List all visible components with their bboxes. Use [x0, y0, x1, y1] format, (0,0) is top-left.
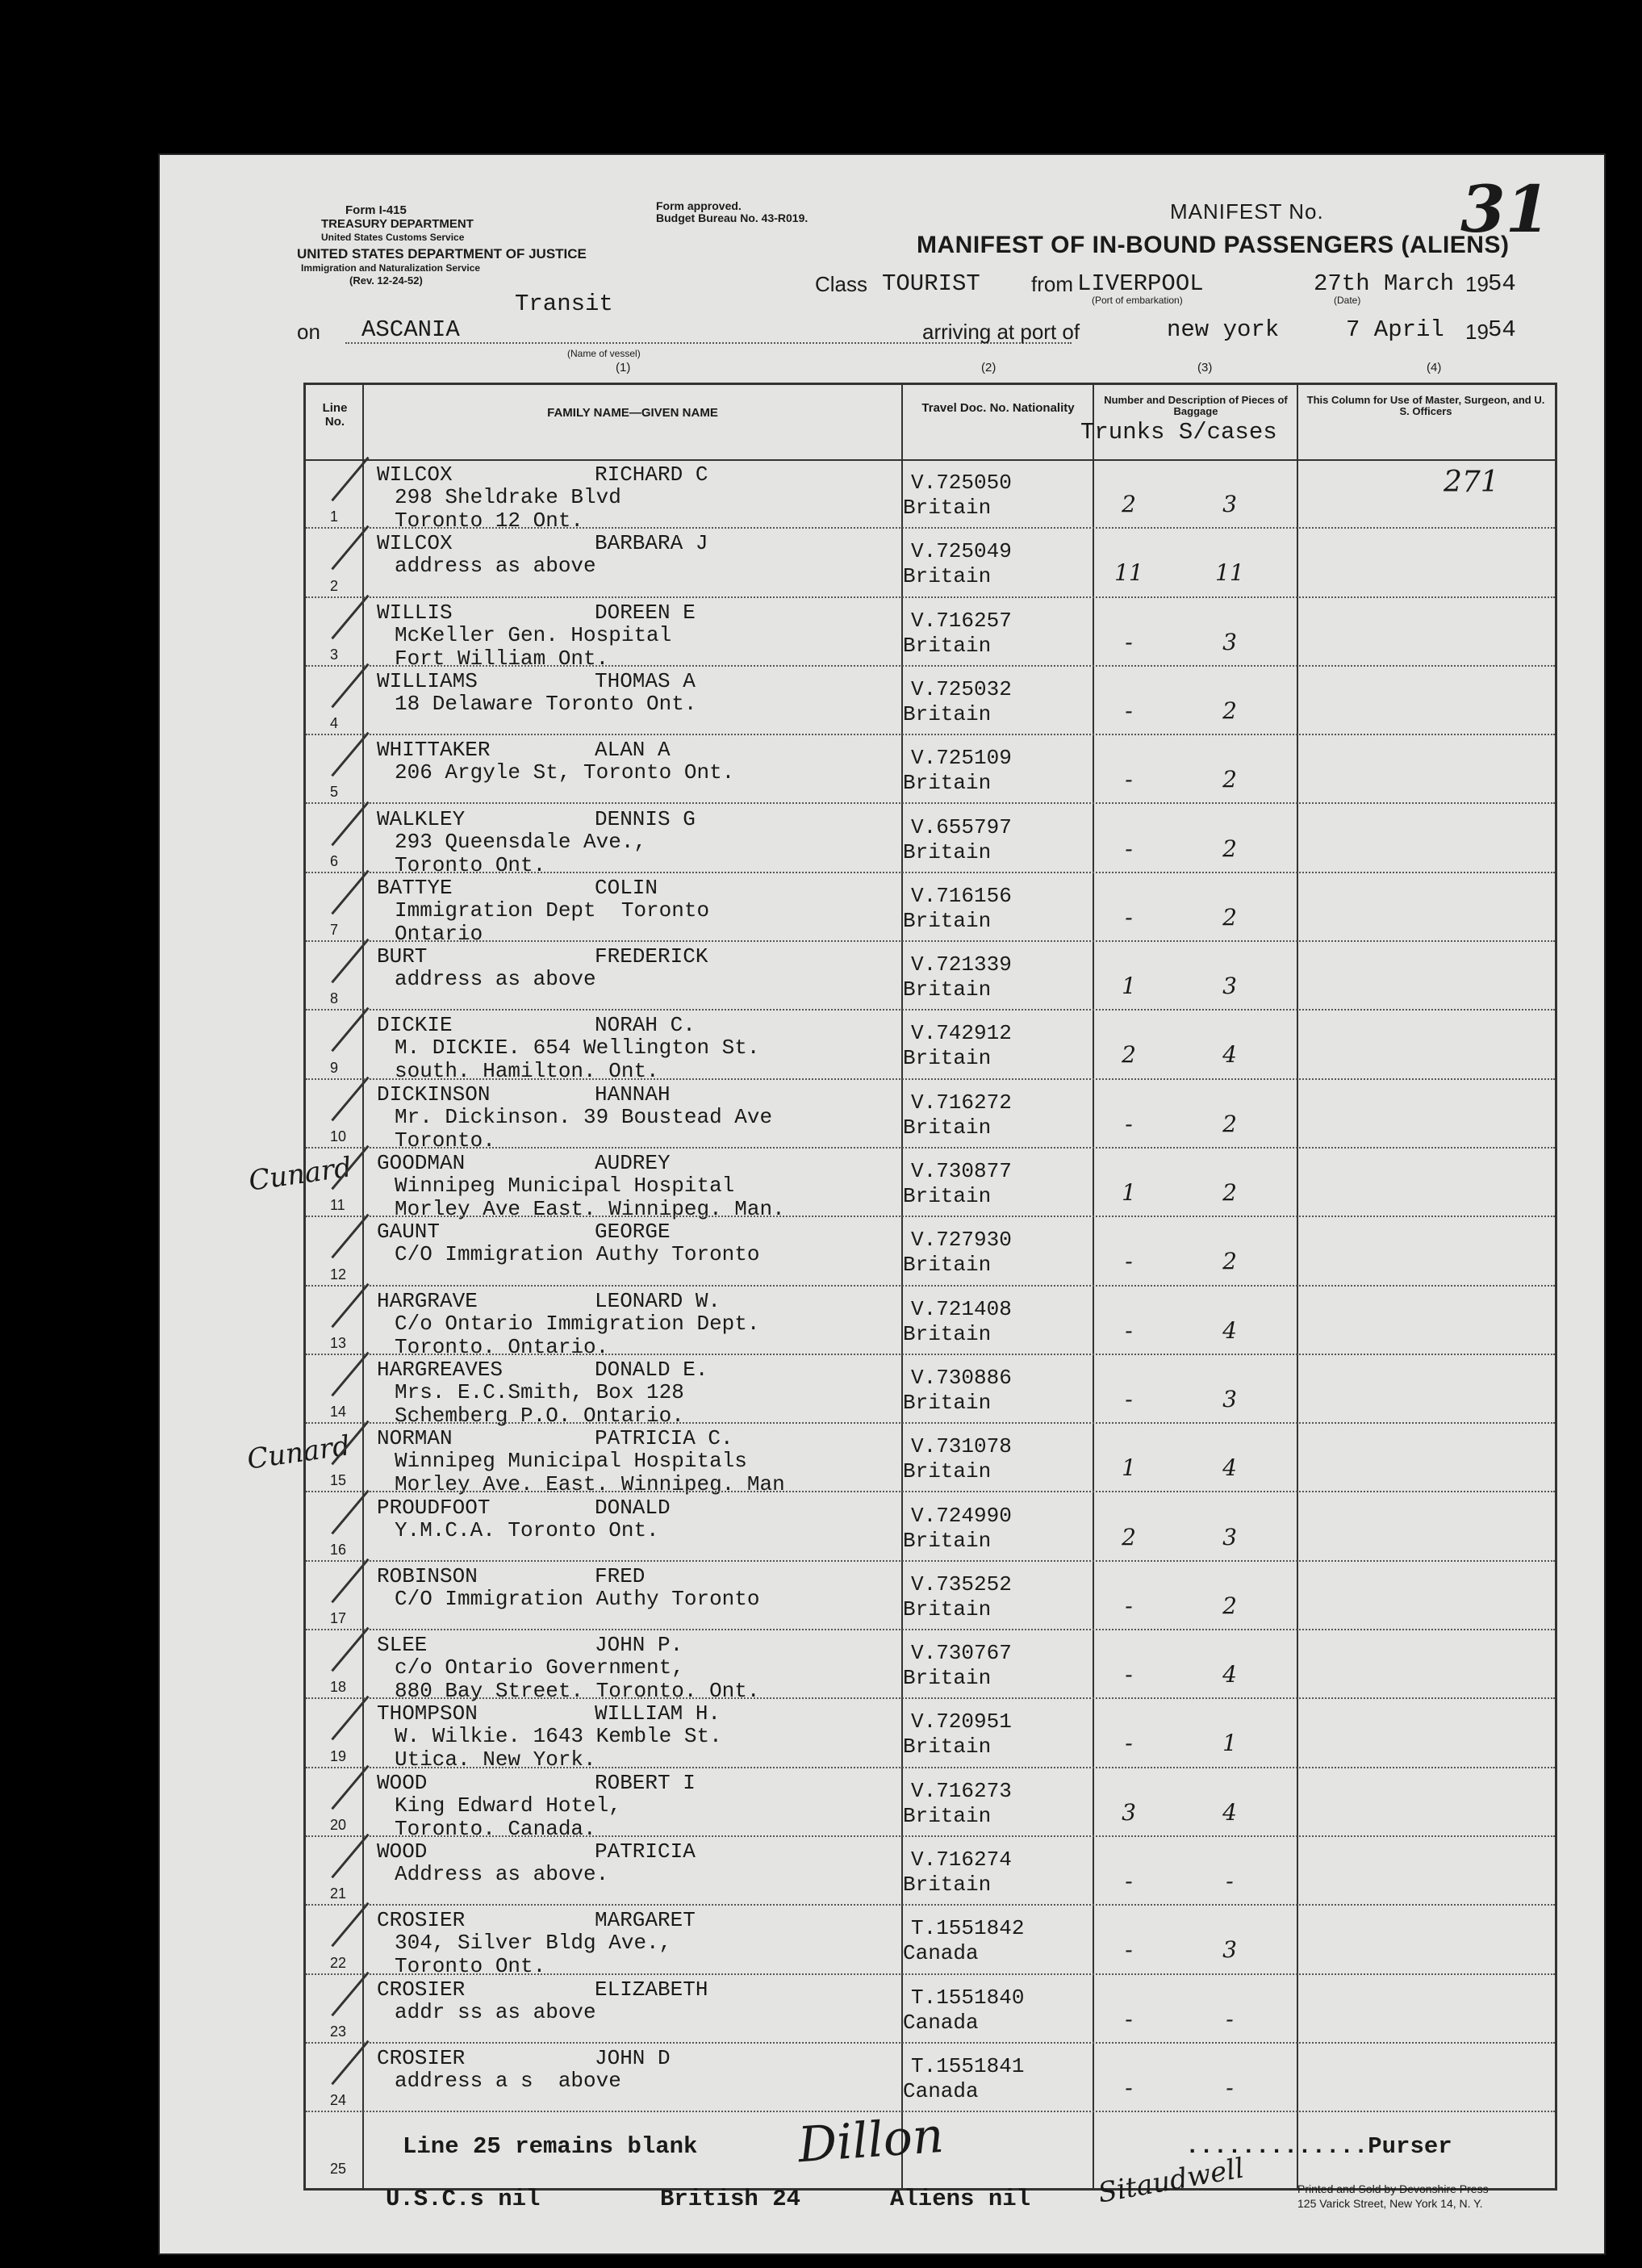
trunks-count: 1 [1122, 1179, 1136, 1206]
check-mark [331, 1696, 369, 1741]
travel-doc-no: V.725032 [911, 676, 1012, 701]
class-value: TOURIST [882, 270, 980, 297]
check-mark [331, 801, 369, 846]
on-label: on [297, 320, 320, 344]
trunks-count: - [1125, 2005, 1133, 2032]
travel-doc-no: V.735252 [911, 1571, 1012, 1596]
address: Mrs. E.C.Smith, Box 128 Schemberg P.O. Ontario. [395, 1379, 684, 1428]
header-name: FAMILY NAME—GIVEN NAME [547, 406, 718, 420]
check-mark [331, 2040, 369, 2086]
nationality: Britain [903, 1321, 992, 1346]
year-value: 54 [1488, 270, 1516, 297]
travel-doc-no: V.727930 [911, 1228, 1012, 1253]
line-number: 12 [330, 1266, 347, 1283]
nationality: Britain [903, 908, 992, 933]
embarkation-port: LIVERPOOL [1077, 270, 1204, 297]
line-number: 1 [330, 508, 339, 525]
travel-doc-no: V.725050 [911, 471, 1012, 495]
cases-count: 2 [1222, 1179, 1237, 1206]
line-number: 11 [330, 1197, 345, 1214]
form-approved: Form approved. [656, 199, 742, 212]
table-row [306, 1424, 1555, 1497]
nationality: Britain [903, 839, 992, 864]
family-name: SLEE [377, 1633, 428, 1658]
trunks-count: - [1125, 1661, 1133, 1688]
col4-marker: (4) [1427, 361, 1442, 375]
address: address as above [395, 554, 596, 579]
given-name: DOREEN E [595, 600, 696, 625]
address: 18 Delaware Toronto Ont. [395, 691, 697, 716]
travel-doc-no: V.731078 [911, 1434, 1012, 1459]
address: 206 Argyle St, Toronto Ont. [395, 760, 735, 785]
family-name: NORMAN [377, 1426, 453, 1451]
cases-count: 2 [1222, 835, 1237, 862]
family-name: WOOD [377, 1770, 428, 1795]
check-mark [331, 1283, 369, 1328]
table-row [306, 1355, 1555, 1428]
family-name: ROBINSON [377, 1563, 478, 1588]
travel-doc-no: V.716257 [911, 608, 1012, 633]
travel-doc-no: T.1551841 [911, 2053, 1025, 2078]
check-mark [331, 1214, 369, 1259]
line-number: 7 [330, 922, 339, 939]
nationality: Britain [903, 1115, 992, 1140]
header-travel-doc: Travel Doc. No. Nationality [921, 401, 1075, 415]
line-number: 25 [330, 2161, 347, 2178]
travel-doc-no: V.730886 [911, 1365, 1012, 1390]
check-mark [331, 1489, 369, 1534]
cases-count: 4 [1222, 1798, 1237, 1826]
given-name: JOHN P. [595, 1633, 683, 1658]
table-row [306, 805, 1555, 877]
address: c/o Ontario Government, 880 Bay Street. Toronto. Ont. [395, 1655, 760, 1704]
trunks-count: - [1125, 697, 1133, 724]
trunks-count: - [1125, 1868, 1133, 1894]
trunks-count: - [1125, 1110, 1133, 1137]
family-name: GOODMAN [377, 1151, 466, 1175]
given-name: WILLIAM H. [595, 1701, 721, 1726]
nationality: Britain [903, 701, 992, 726]
trunks-count: - [1125, 1592, 1133, 1619]
arrival-year: 54 [1488, 316, 1516, 343]
nationality: Britain [903, 977, 992, 1002]
table-row [306, 1699, 1555, 1772]
nationality: Britain [903, 633, 992, 658]
family-name: HARGREAVES [377, 1357, 503, 1382]
given-name: DONALD [595, 1495, 671, 1520]
trunks-count: - [1125, 1316, 1133, 1344]
nationality: Canada [903, 1941, 979, 1966]
trunks-count: 3 [1122, 1798, 1136, 1826]
line-number: 3 [330, 646, 339, 663]
check-mark [331, 1764, 369, 1810]
travel-doc-no: V.720951 [911, 1709, 1012, 1734]
travel-doc-no: V.730767 [911, 1641, 1012, 1666]
family-name: WALKLEY [377, 806, 466, 831]
line-number: 4 [330, 715, 339, 732]
check-mark [331, 1627, 369, 1672]
table-row [306, 735, 1555, 804]
footer-aliens: Aliens nil [890, 2186, 1031, 2212]
travel-doc-no: V.716273 [911, 1778, 1012, 1803]
cases-count: - [1226, 1868, 1234, 1894]
nationality: Britain [903, 1734, 992, 1760]
trunks-count: 2 [1122, 491, 1136, 517]
given-name: FREDERICK [595, 944, 708, 969]
line-number: 14 [330, 1404, 347, 1421]
nationality: Britain [903, 1666, 992, 1691]
table-row [306, 1149, 1555, 1221]
arrival-port: new york [1167, 316, 1280, 343]
travel-doc-no: T.1551840 [911, 1985, 1025, 2010]
check-mark [331, 870, 369, 915]
given-name: RICHARD C [595, 462, 708, 487]
date-caption: (Date) [1334, 295, 1361, 306]
cases-count: 4 [1222, 1316, 1237, 1344]
check-mark [331, 939, 369, 984]
address: address as above [395, 967, 596, 992]
line25-note: Line 25 remains blank [403, 2133, 698, 2160]
trunks-count: - [1125, 835, 1133, 862]
table-row [306, 667, 1555, 735]
trunks-count: 2 [1122, 1041, 1136, 1069]
travel-doc-no: V.716156 [911, 883, 1012, 908]
nationality: Britain [903, 496, 992, 520]
check-mark [331, 1421, 369, 1466]
table-row [306, 529, 1555, 597]
address: Mr. Dickinson. 39 Boustead Ave Toronto. [395, 1104, 773, 1153]
officers-note: 271 [1444, 466, 1499, 499]
line-number: 5 [330, 784, 339, 801]
form-number: Form I-415 [345, 203, 407, 217]
table-row [306, 942, 1555, 1011]
travel-doc-no: V.655797 [911, 814, 1012, 839]
table-row [306, 1906, 1555, 1979]
header-officers: This Column for Use of Master, Surgeon, and U. S. Officers [1306, 394, 1545, 417]
given-name: PATRICIA C. [595, 1426, 733, 1451]
justice-dept: UNITED STATES DEPARTMENT OF JUSTICE [297, 246, 587, 262]
year-prefix: 19 [1465, 272, 1489, 296]
given-name: COLIN [595, 875, 658, 900]
table-row [306, 1768, 1555, 1841]
given-name: HANNAH [595, 1082, 671, 1107]
given-name: GEORGE [595, 1220, 671, 1245]
table-row [306, 1837, 1555, 1906]
check-mark [331, 594, 369, 639]
address: Winnipeg Municipal Hospitals Morley Ave. East. Winnipeg. Man [395, 1449, 785, 1497]
manifest-title: MANIFEST OF IN-BOUND PASSENGERS (ALIENS) [917, 232, 1510, 258]
cases-count: 3 [1222, 1523, 1237, 1550]
nationality: Canada [903, 2078, 979, 2103]
line-number: 23 [330, 2023, 347, 2040]
class-label: Class [815, 272, 868, 296]
travel-doc-no: V.730877 [911, 1159, 1012, 1183]
cases-count: 2 [1222, 1248, 1237, 1275]
trunks-count: 1 [1122, 973, 1136, 1000]
travel-doc-no: V.721339 [911, 952, 1012, 977]
travel-doc-no: V.742912 [911, 1021, 1012, 1046]
cases-count: 4 [1222, 1454, 1237, 1482]
table-row [306, 598, 1555, 671]
officer-signature: Sitaudwell [1095, 2152, 1247, 2210]
line-number: 18 [330, 1679, 347, 1696]
family-name: WHITTAKER [377, 738, 491, 763]
table-row [306, 1217, 1555, 1286]
given-name: MARGARET [595, 1908, 696, 1933]
header-baggage: Number and Description of Pieces of Baggage [1104, 394, 1288, 417]
address: 304, Silver Bldg Ave., Toronto Ont. [395, 1931, 672, 1979]
trunks-count: - [1125, 766, 1133, 793]
table-row-25 [306, 2107, 1555, 2181]
cases-count: 3 [1222, 1385, 1237, 1412]
transit-note: Transit [515, 291, 613, 317]
arrival-year-prefix: 19 [1465, 320, 1489, 344]
address: 298 Sheldrake Blvd Toronto 12 Ont. [395, 485, 621, 533]
given-name: AUDREY [595, 1151, 671, 1175]
address: C/O Immigration Authy Toronto [395, 1242, 760, 1267]
footer-british: British 24 [660, 2186, 801, 2212]
check-mark [331, 1559, 369, 1604]
address: Address as above. [395, 1862, 609, 1886]
from-label: from [1031, 272, 1073, 296]
travel-doc-no: T.1551842 [911, 1916, 1025, 1941]
given-name: DENNIS G [595, 806, 696, 831]
line-number: 22 [330, 1954, 347, 1971]
trunks-count: - [1125, 1248, 1133, 1275]
address: Y.M.C.A. Toronto Ont. [395, 1517, 659, 1542]
nationality: Britain [903, 564, 992, 589]
trunks-count: 2 [1122, 1523, 1136, 1550]
cases-count: 3 [1222, 628, 1237, 655]
address: McKeller Gen. Hospital Fort William Ont. [395, 622, 672, 671]
family-name: DICKIE [377, 1013, 453, 1038]
check-mark [331, 663, 369, 709]
line-number: 8 [330, 990, 339, 1007]
family-name: WOOD [377, 1839, 428, 1864]
check-mark [331, 457, 369, 502]
address: addr ss as above [395, 1999, 596, 2024]
customs-service: United States Customs Service [321, 232, 465, 243]
trunks-count: 1 [1122, 1454, 1136, 1482]
table-row [306, 2044, 1555, 2112]
line-number: 20 [330, 1816, 347, 1833]
travel-doc-no: V.725109 [911, 746, 1012, 771]
departure-date: 27th March [1314, 270, 1455, 297]
check-mark [331, 1971, 369, 2016]
table-row [306, 1080, 1555, 1153]
table-row [306, 873, 1555, 946]
line-number: 10 [330, 1128, 347, 1144]
cases-count: 3 [1222, 973, 1237, 1000]
address: Winnipeg Municipal Hospital Morley Ave East. Winnipeg. Man. [395, 1174, 785, 1221]
col2-marker: (2) [981, 361, 996, 375]
given-name: FRED [595, 1563, 646, 1588]
address: King Edward Hotel, Toronto. Canada. [395, 1793, 621, 1841]
cases-count: - [1226, 2073, 1234, 2101]
check-mark [331, 1352, 369, 1397]
address: C/O Immigration Authy Toronto [395, 1586, 760, 1611]
line-number: 17 [330, 1610, 347, 1627]
cases-count: 2 [1222, 766, 1237, 793]
nationality: Britain [903, 1184, 992, 1208]
trunks-count: - [1125, 1936, 1133, 1964]
line-number: 2 [330, 577, 339, 594]
vessel-name: ASCANIA [361, 316, 460, 343]
given-name: LEONARD W. [595, 1288, 721, 1313]
check-mark [331, 1007, 369, 1052]
family-name: CROSIER [377, 1977, 466, 2002]
line-number: 9 [330, 1059, 339, 1076]
address: Immigration Dept Toronto Ontario [395, 898, 710, 946]
line-number: 15 [330, 1472, 347, 1489]
given-name: BARBARA J [595, 531, 708, 556]
nationality: Britain [903, 1390, 992, 1415]
family-name: CROSIER [377, 1908, 466, 1933]
given-name: JOHN D [595, 2045, 671, 2070]
address: W. Wilkie. 1643 Kemble St. Utica. New York. [395, 1724, 722, 1772]
margin-note-cunard-2: Cunard [244, 1429, 353, 1476]
address: C/o Ontario Immigration Dept. Toronto. Ontario. [395, 1311, 760, 1359]
travel-doc-no: V.716272 [911, 1090, 1012, 1115]
family-name: GAUNT [377, 1220, 441, 1245]
margin-note-cunard-1: Cunard [246, 1151, 354, 1198]
family-name: WILCOX [377, 462, 453, 487]
port-caption: (Port of embarkation) [1092, 295, 1183, 306]
family-name: CROSIER [377, 2045, 466, 2070]
table-row [306, 1287, 1555, 1359]
cases-count: 11 [1215, 559, 1244, 587]
line-number: 16 [330, 1541, 347, 1558]
passenger-table [303, 383, 1557, 2191]
col3-marker: (3) [1197, 361, 1213, 375]
given-name: ROBERT I [595, 1770, 696, 1795]
vessel-caption: (Name of vessel) [567, 348, 641, 359]
cases-count: 3 [1222, 1936, 1237, 1964]
cases-count: 3 [1222, 491, 1237, 517]
arriving-label: arriving at port of [922, 320, 1080, 344]
manifest-page [160, 155, 1604, 2253]
printer-line-1: Printed and Sold by Devonshire Press [1297, 2182, 1489, 2195]
family-name: BATTYE [377, 875, 453, 900]
budget-bureau: Budget Bureau No. 43-R019. [656, 211, 808, 224]
cases-count: 4 [1222, 1661, 1237, 1688]
col1-marker: (1) [616, 361, 631, 375]
line-number: 13 [330, 1334, 347, 1351]
travel-doc-no: V.725049 [911, 539, 1012, 564]
trunks-count: 11 [1114, 559, 1143, 587]
given-name: NORAH C. [595, 1013, 696, 1038]
nationality: Britain [903, 771, 992, 796]
cases-count: 1 [1222, 1730, 1237, 1757]
cases-count: - [1226, 2005, 1234, 2032]
table-row [306, 1630, 1555, 1704]
manifest-label: MANIFEST No. [1170, 199, 1324, 224]
cases-count: 4 [1222, 1041, 1237, 1069]
header-line-no: Line No. [322, 401, 348, 429]
line-number: 19 [330, 1747, 347, 1764]
nationality: Britain [903, 1803, 992, 1828]
revision: (Rev. 12-24-52) [349, 274, 423, 287]
nationality: Britain [903, 1528, 992, 1553]
nationality: Britain [903, 1596, 992, 1621]
table-row [306, 460, 1555, 533]
travel-doc-no: V.716274 [911, 1847, 1012, 1872]
travel-doc-no: V.724990 [911, 1503, 1012, 1528]
nationality: Britain [903, 1046, 992, 1071]
family-name: BURT [377, 944, 428, 969]
family-name: WILCOX [377, 531, 453, 556]
trunks-count: - [1125, 1385, 1133, 1412]
check-mark [331, 732, 369, 777]
table-row [306, 1493, 1555, 1562]
check-mark [331, 1145, 369, 1190]
table-row [306, 1011, 1555, 1084]
check-mark [331, 1834, 369, 1879]
given-name: DONALD E. [595, 1357, 708, 1382]
footer-usc: U.S.C.s nil [386, 2186, 541, 2212]
trunks-count: - [1125, 1730, 1133, 1757]
given-name: ALAN A [595, 738, 671, 763]
cases-count: 2 [1222, 697, 1237, 724]
line-number: 21 [330, 1885, 347, 1902]
check-mark [331, 1902, 369, 1948]
baggage-hand-header: Trunks S/cases [1080, 419, 1277, 446]
family-name: HARGRAVE [377, 1288, 478, 1313]
nationality: Britain [903, 1253, 992, 1278]
check-mark [331, 525, 369, 571]
cases-count: 2 [1222, 903, 1237, 931]
family-name: DICKINSON [377, 1082, 491, 1107]
check-mark [331, 1076, 369, 1121]
cases-count: 2 [1222, 1110, 1237, 1137]
nationality: Canada [903, 2010, 979, 2035]
manifest-number: 31 [1460, 171, 1551, 247]
trunks-count: - [1125, 628, 1133, 655]
trunks-count: - [1125, 2073, 1133, 2101]
family-name: PROUDFOOT [377, 1495, 491, 1520]
treasury-dept: TREASURY DEPARTMENT [321, 217, 474, 231]
given-name: THOMAS A [595, 668, 696, 693]
nationality: Britain [903, 1873, 992, 1897]
purser-label: .............Purser [1185, 2133, 1452, 2160]
cases-count: 2 [1222, 1592, 1237, 1619]
given-name: ELIZABETH [595, 1977, 708, 2002]
given-name: PATRICIA [595, 1839, 696, 1864]
purser-signature: Dillon [796, 2107, 946, 2174]
address: M. DICKIE. 654 Wellington St. south. Hamilton. Ont. [395, 1036, 760, 1084]
family-name: WILLIS [377, 600, 453, 625]
arrival-date: 7 April [1346, 316, 1444, 343]
trunks-count: - [1125, 903, 1133, 931]
printer-line-2: 125 Varick Street, New York 14, N. Y. [1297, 2197, 1483, 2210]
table-row [306, 1562, 1555, 1630]
address: 293 Queensdale Ave., Toronto Ont. [395, 829, 647, 877]
travel-doc-no: V.721408 [911, 1296, 1012, 1321]
line-number: 6 [330, 852, 339, 869]
line-number: 24 [330, 2092, 347, 2109]
nationality: Britain [903, 1459, 992, 1484]
family-name: WILLIAMS [377, 668, 478, 693]
table-row [306, 1975, 1555, 2044]
family-name: THOMPSON [377, 1701, 478, 1726]
address: address a s above [395, 2068, 621, 2093]
ins-service: Immigration and Naturalization Service [301, 262, 481, 274]
